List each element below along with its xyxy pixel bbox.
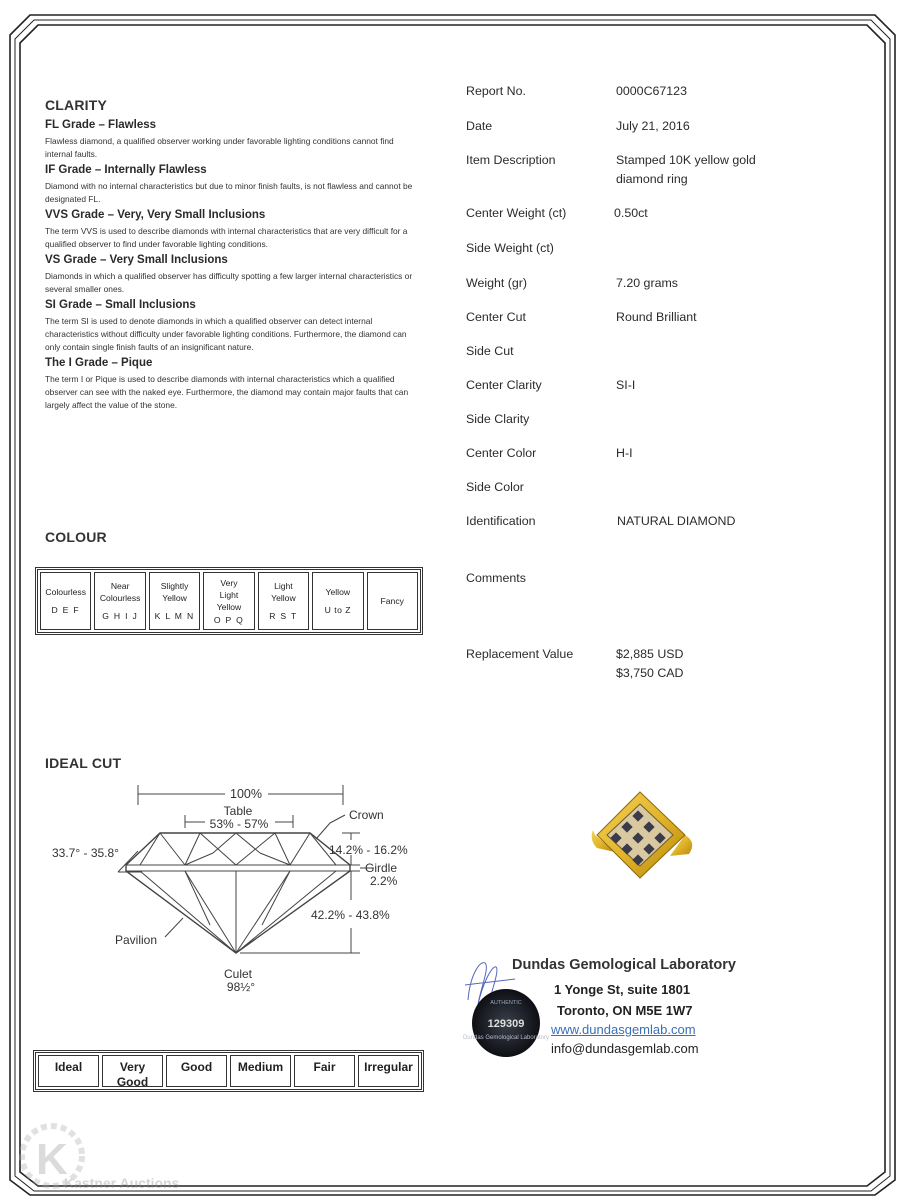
center-cut-value: Round Brilliant: [616, 310, 697, 324]
colour-cell-name: Light Yellow: [271, 581, 296, 603]
center-weight-label: Center Weight (ct): [466, 206, 567, 220]
identification-value: NATURAL DIAMOND: [617, 514, 736, 528]
grade-si: [45, 298, 415, 354]
colour-cell-name: Fancy: [380, 596, 404, 606]
side-cut-label: Side Cut: [466, 344, 514, 358]
grade-description: The term I or Pique is used to describe diamonds with internal characteristics which a qualified observer can see with the naked eye. Furthermore, the diamond may contain major faults that can largely affect the value of the stone.: [45, 374, 409, 410]
lab-address-line1: 1 Yonge St, suite 1801: [554, 982, 691, 997]
grade-title: SI Grade – Small Inclusions: [45, 299, 196, 311]
colour-cell-name: Near Colourless: [99, 581, 141, 603]
colour-cell-letters: D E F: [51, 605, 80, 615]
colour-cell-name: Yellow: [325, 587, 351, 597]
grade-vvs: [45, 208, 415, 251]
item-description-label: Item Description: [466, 153, 556, 167]
seal-top-text: AUTHENTIC: [490, 1000, 522, 1006]
watermark-text: Kastner Auctions: [64, 1175, 180, 1191]
colour-cell-name: Colourless: [45, 587, 87, 597]
grade-title: VS Grade – Very Small Inclusions: [45, 254, 228, 266]
cut-grade-fair: Fair: [294, 1055, 355, 1087]
grade-description: Flawless diamond, a qualified observer working under favorable lighting conditions cannot find internal faults.: [45, 136, 394, 159]
cut-table-range: 53% - 57%: [209, 817, 269, 831]
watermark-logo: [12, 1118, 180, 1194]
report-number-label: Report No.: [466, 84, 526, 98]
colour-cell-name: Very Light Yellow: [216, 577, 242, 612]
hologram-seal: [462, 987, 550, 1059]
grade-vs: [45, 253, 415, 296]
colour-cell-near-colourless: [94, 572, 145, 630]
colour-cell-very-light-yellow: [203, 572, 254, 630]
colour-cell-fancy: [367, 572, 418, 630]
colour-cell-letters: R S T: [269, 611, 298, 621]
colour-cell-yellow: [312, 572, 363, 630]
cut-crown-height: 14.2% - 16.2%: [329, 843, 408, 857]
cut-crown-label: Crown: [349, 808, 384, 822]
side-clarity-label: Side Clarity: [466, 412, 530, 426]
svg-text:K: K: [36, 1135, 68, 1184]
grade-title: FL Grade – Flawless: [45, 119, 157, 131]
center-cut-label: Center Cut: [466, 310, 526, 324]
center-color-label: Center Color: [466, 446, 537, 460]
comments-label: Comments: [466, 571, 526, 585]
grade-i: [45, 356, 415, 412]
grade-title: The I Grade – Pique: [45, 357, 153, 369]
cut-pavilion-depth: 42.2% - 43.8%: [311, 908, 390, 922]
lab-email: info@dundasgemlab.com: [551, 1041, 699, 1056]
cut-girdle-value: 2.2%: [370, 874, 398, 888]
weight-label: Weight (gr): [466, 276, 528, 290]
weight-value: 7.20 grams: [616, 276, 678, 290]
colour-heading: COLOUR: [45, 529, 107, 545]
colour-cell-letters: O P Q: [213, 614, 245, 625]
side-color-label: Side Color: [466, 480, 524, 494]
cut-grade-label: Very Good: [116, 1060, 149, 1089]
clarity-heading: CLARITY: [45, 97, 108, 113]
item-description-value-line2: diamond ring: [616, 172, 688, 186]
date-label: Date: [466, 119, 493, 133]
report-number-value: 0000C67123: [616, 84, 687, 98]
cut-grade-ideal: Ideal: [38, 1055, 99, 1087]
grade-description: The term SI is used to denote diamonds in which a qualified observer can detect internal characteristics without difficulty under favorable lighting conditions. Furthermore, the diamond can only contain single finish faults of an insignificant nature.: [45, 316, 407, 352]
colour-cell-colourless: [40, 572, 91, 630]
colour-cell-slightly-yellow: [149, 572, 200, 630]
grade-title: IF Grade – Internally Flawless: [45, 164, 207, 176]
replacement-value-usd: $2,885 USD: [616, 647, 684, 661]
grade-description: Diamond with no internal characteristics but due to minor finish faults, is not flawless and cannot be designated FL.: [45, 181, 413, 204]
seal-number: 129309: [487, 1018, 525, 1030]
colour-cell-letters: K L M N: [154, 611, 195, 621]
colour-cell-light-yellow: [258, 572, 309, 630]
colour-cell-name: Slightly Yellow: [160, 581, 189, 603]
lab-name: Dundas Gemological Laboratory: [512, 957, 736, 973]
colour-cell-letters: U to Z: [324, 605, 352, 615]
cut-grade-medium: Medium: [230, 1055, 291, 1087]
cut-width-label: 100%: [230, 787, 262, 801]
item-description-value: Stamped 10K yellow gold: [616, 153, 756, 167]
cut-table-label: Table: [223, 804, 253, 818]
grade-if: [45, 163, 415, 206]
grade-description: Diamonds in which a qualified observer has difficulty spotting a few larger internal characteristics or several smaller ones.: [45, 271, 413, 294]
ideal-cut-diagram: [40, 775, 430, 995]
center-color-value: H-I: [616, 446, 633, 460]
lab-website-link[interactable]: www.dundasgemlab.com: [551, 1022, 696, 1037]
cut-grade-very-good: [102, 1055, 163, 1087]
colour-cell-letters: G H I J: [102, 611, 139, 621]
colour-scale-table: [35, 567, 423, 635]
cut-crown-angle: 33.7° - 35.8°: [52, 846, 119, 860]
ideal-cut-heading: IDEAL CUT: [45, 755, 122, 771]
seal-text: Dundas Gemological Laboratory: [462, 1035, 550, 1041]
cut-grade-good: Good: [166, 1055, 227, 1087]
cut-grade-irregular: Irregular: [358, 1055, 419, 1087]
grade-fl: [45, 118, 415, 161]
center-weight-value: 0.50ct: [614, 206, 648, 220]
cut-pavilion-label: Pavilion: [115, 933, 158, 947]
side-weight-label: Side Weight (ct): [466, 241, 554, 255]
center-clarity-value: SI-I: [616, 378, 636, 392]
cut-grade-table: [33, 1050, 424, 1092]
center-clarity-label: Center Clarity: [466, 378, 542, 392]
replacement-value-cad: $3,750 CAD: [616, 666, 684, 680]
cut-culet-value: 98½°: [226, 980, 256, 994]
cut-girdle-label: Girdle: [365, 861, 398, 875]
identification-label: Identification: [466, 514, 536, 528]
replacement-value-label: Replacement Value: [466, 647, 574, 661]
grade-title: VVS Grade – Very, Very Small Inclusions: [45, 209, 266, 221]
lab-address-line2: Toronto, ON M5E 1W7: [557, 1003, 693, 1018]
grade-description: The term VVS is used to describe diamonds with internal characteristics that are very difficult for a qualified observer to find under favorable lighting conditions.: [45, 226, 408, 249]
cut-culet-label: Culet: [223, 967, 253, 981]
date-value: July 21, 2016: [616, 119, 690, 133]
ring-photo: [585, 780, 700, 895]
clarity-grades: [45, 118, 415, 414]
